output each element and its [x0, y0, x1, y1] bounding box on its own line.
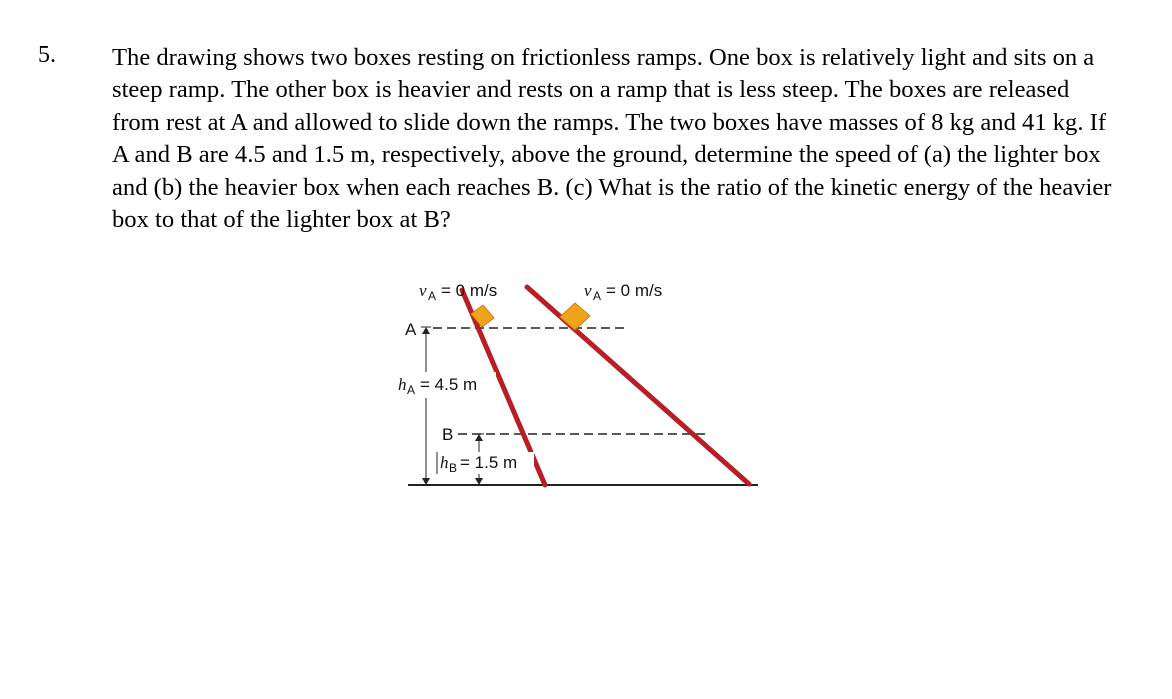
- problem-number: 5.: [38, 42, 56, 68]
- hb-label: [437, 452, 534, 475]
- level-b-label: B: [442, 425, 454, 444]
- heavy-box: [560, 303, 590, 330]
- ha-label: [396, 372, 496, 397]
- svg-text:= 1.5 m: = 1.5 m: [460, 453, 518, 472]
- svg-text:A: A: [407, 383, 416, 397]
- svg-text:B: B: [449, 461, 458, 475]
- svg-text:v: v: [419, 281, 427, 300]
- svg-text:= 0 m/s: = 0 m/s: [606, 281, 663, 300]
- problem-text: The drawing shows two boxes resting on frictionless ramps. One box is relatively light and sits on a steep ramp. The other box is heavier and rests on a ramp that is less steep. The boxes are released from rest at A and allowed to slide down the ramps. The two boxes have masses of 8 kg and 41 kg. If A and B are 4.5 and 1.5 m, respectively, above the ground, determine the speed of (a) the lighter box and (b) the heavier box when each reaches B. (c) What is the ratio of the kinetic energy of the heavier box to that of the lighter box at B?: [112, 44, 1112, 234]
- va-left-label: [419, 281, 497, 303]
- svg-text:A: A: [428, 289, 437, 303]
- ha-dimension-arrow: [421, 327, 431, 372]
- svg-text:A: A: [593, 289, 602, 303]
- svg-text:= 4.5 m: = 4.5 m: [420, 375, 478, 394]
- level-a-label: A: [405, 320, 417, 339]
- svg-text:= 0 m/s: = 0 m/s: [441, 281, 498, 300]
- svg-text:h: h: [398, 375, 407, 394]
- va-right-label: [584, 281, 662, 303]
- svg-text:v: v: [584, 281, 592, 300]
- ha-lower-arrow: [422, 398, 430, 485]
- svg-text:h: h: [440, 453, 449, 472]
